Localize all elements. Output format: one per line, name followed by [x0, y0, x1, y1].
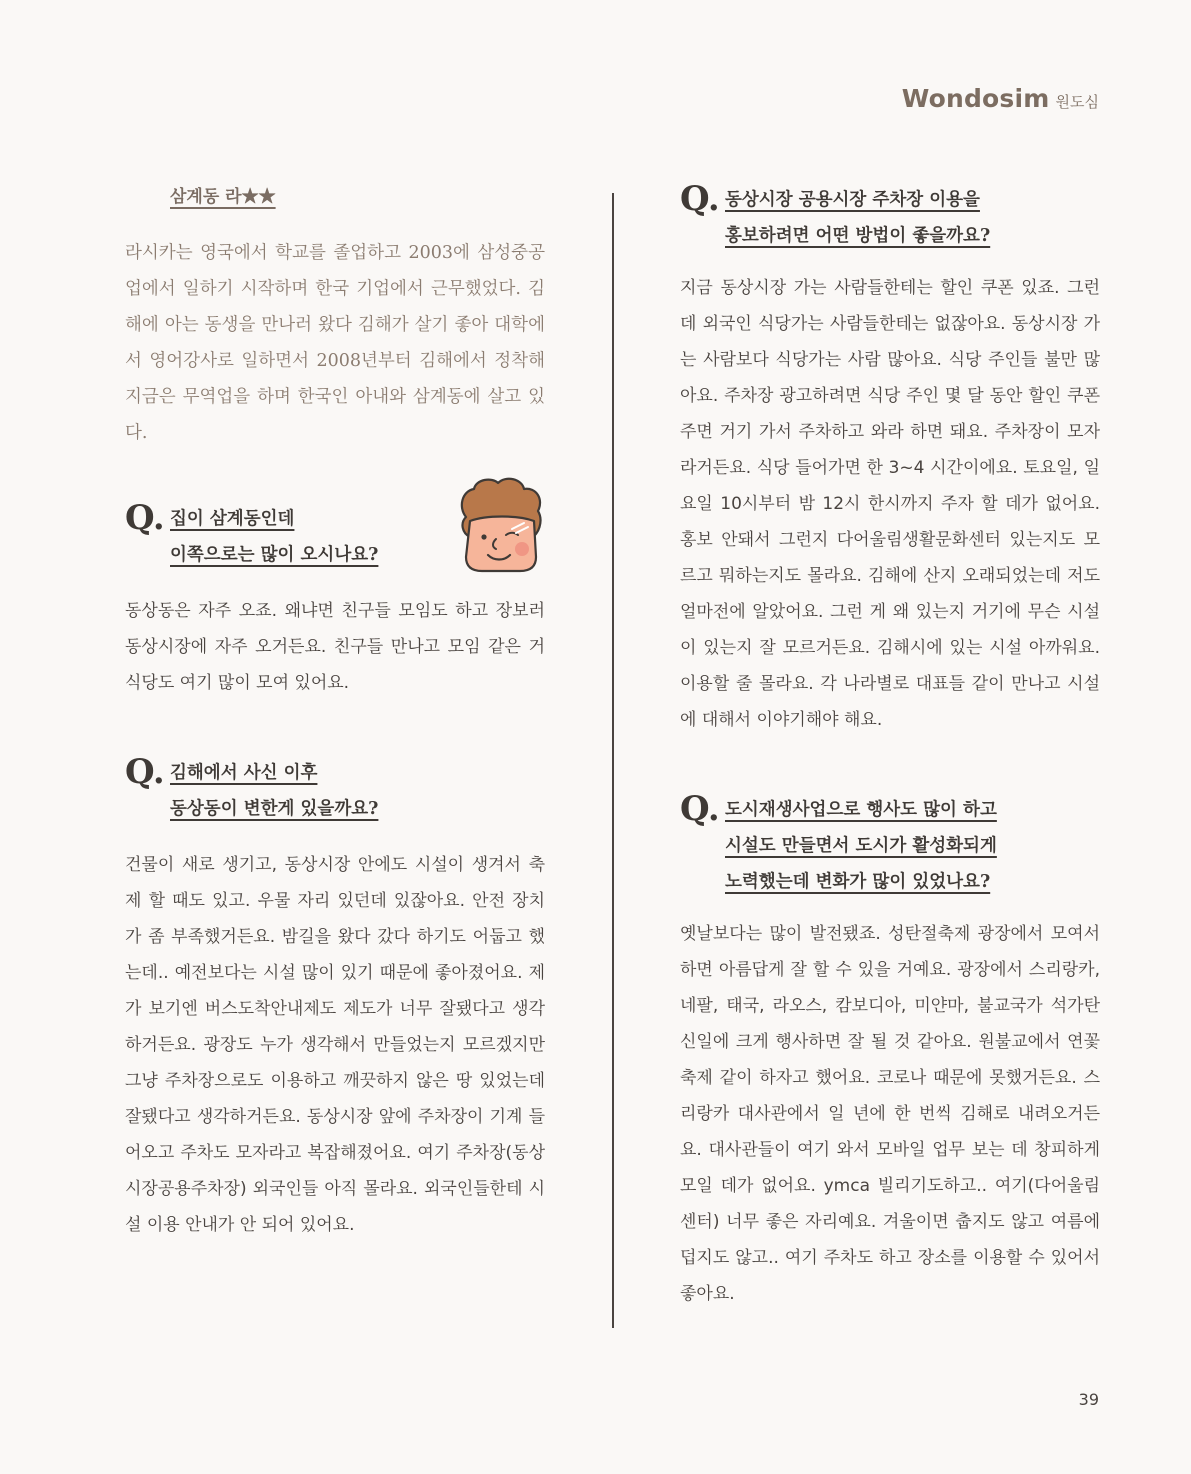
- profile-name: 삼계동 라★★: [170, 187, 276, 207]
- question: [680, 789, 1100, 900]
- qa-item: [125, 752, 545, 1243]
- question-line: 동상시장 공용시장 주차장 이용을: [725, 190, 980, 210]
- profile-bio: 라시카는 영국에서 학교를 졸업하고 2003에 삼성중공업에서 일하기 시작하며 한국 기업에서 근무했었다. 김해에 아는 동생을 만나러 왔다 김해가 살기 좋아 대학에서 영어강사로 일하면서 2008년부터 김해에서 정착해 지금은 무역업을 하며 한국인 아내와 삼계동에 살고 있다.: [125, 243, 545, 443]
- profile-section: [125, 182, 545, 451]
- page-header: [902, 84, 1099, 113]
- face-icon: [466, 517, 536, 572]
- brand-subtitle: 원도심: [1055, 93, 1099, 111]
- question: [680, 179, 1100, 254]
- answer: 지금 동상시장 가는 사람들한테는 할인 쿠폰 있죠. 그런데 외국인 식당가는 사람들한테는 없잖아요. 동상시장 가는 사람보다 식당가는 사람 많아요. 식당 주인들 불만 많아요. 주차장 광고하려면 식당 주인 몇 달 동안 할인 쿠폰 주면 거기 가서 주차하고 와라 하면 돼요. 주차장이 모자라거든요. 식당 들어가면 한 3~4 시간이에요. 토요일, 일요일 10시부터 밤 12시 한시까지 주자 할 데가 없어요. 홍보 안돼서 그런지 다어울림생활문화센터 있는지도 모르고 뭐하는지도 몰라요. 김해에 산지 오래되었는데 저도 얼마전에 알았어요. 그런 게 왜 있는지 거기에 무슨 시설이 있는지 잘 모르거든요. 김해시에 있는 시설 아까워요. 이용할 줄 몰라요. 각 나라별로 대표들 같이 만나고 시설에 대해서 이야기해야 해요.: [680, 278, 1100, 730]
- answer: 옛날보다는 많이 발전됐죠. 성탄절축제 광장에서 모여서 하면 아름답게 잘 할 수 있을 거예요. 광장에서 스리랑카, 네팔, 태국, 라오스, 캄보디아, 미얀마, 불교국가 석가탄신일에 크게 행사하면 잘 될 것 같아요. 원불교에서 연꽃 축제 같이 하자고 했어요. 코로나 때문에 못했거든요. 스리랑카 대사관에서 일 년에 한 번씩 김해로 내려오거든요. 대사관들이 여기 와서 모바일 업무 보는 데 창피하게 모일 데가 없어요. ymca 빌리기도하고.. 여기(다어울림센터) 너무 좋은 자리예요. 겨울이면 춥지도 않고 여름에 덥지도 않고.. 여기 주차도 하고 장소를 이용할 수 있어서 좋아요.: [680, 924, 1100, 1304]
- question-line: 도시재생사업으로 행사도 많이 하고: [725, 800, 997, 820]
- page-number: 39: [1078, 1390, 1099, 1409]
- right-column: [680, 179, 1100, 1312]
- question: [125, 752, 545, 827]
- question-line: 노력했는데 변화가 많이 있었나요?: [725, 872, 991, 892]
- left-column: [125, 182, 545, 1243]
- avatar-illustration: [452, 477, 548, 573]
- question-line: 김해에서 사신 이후: [170, 763, 318, 783]
- q-mark: Q.: [125, 498, 165, 538]
- brand-title: Wondosim: [901, 84, 1050, 113]
- question-line: 시설도 만들면서 도시가 활성화되게: [725, 836, 997, 856]
- q-mark: Q.: [680, 789, 720, 829]
- answer: 건물이 새로 생기고, 동상시장 안에도 시설이 생겨서 축제 할 때도 있고. 우물 자리 있던데 있잖아요. 안전 장치가 좀 부족했거든요. 밤길을 왔다 갔다 하기도 어둡고 했는데.. 예전보다는 시설 많이 있기 때문에 좋아졌어요. 제가 보기엔 버스도착안내제도 제도가 너무 잘됐다고 생각하거든요. 광장도 누가 생각해서 만들었는지 모르겠지만 그냥 주차장으로도 이용하고 깨끗하지 않은 땅 있었는데 잘됐다고 생각하거든요. 동상시장 앞에 주차장이 기계 들어오고 주차도 모자라고 복잡해졌어요. 여기 주차장(동상시장공용주차장) 외국인들 아직 몰라요. 외국인들한테 시설 이용 안내가 안 되어 있어요.: [125, 855, 545, 1235]
- qa-item: [680, 179, 1100, 738]
- q-mark: Q.: [125, 752, 165, 792]
- question-line: 집이 삼계동인데: [170, 509, 295, 529]
- question-line: 동상동이 변한게 있을까요?: [170, 799, 379, 819]
- question-line: 홍보하려면 어떤 방법이 좋을까요?: [725, 226, 991, 246]
- answer: 동상동은 자주 오죠. 왜냐면 친구들 모임도 하고 장보러 동상시장에 자주 오거든요. 친구들 만나고 모임 같은 거 식당도 여기 많이 모여 있어요.: [125, 601, 545, 693]
- column-divider: [612, 193, 614, 1328]
- question-line: 이쪽으로는 많이 오시나요?: [170, 545, 379, 565]
- qa-item: [680, 789, 1100, 1312]
- q-mark: Q.: [680, 179, 720, 219]
